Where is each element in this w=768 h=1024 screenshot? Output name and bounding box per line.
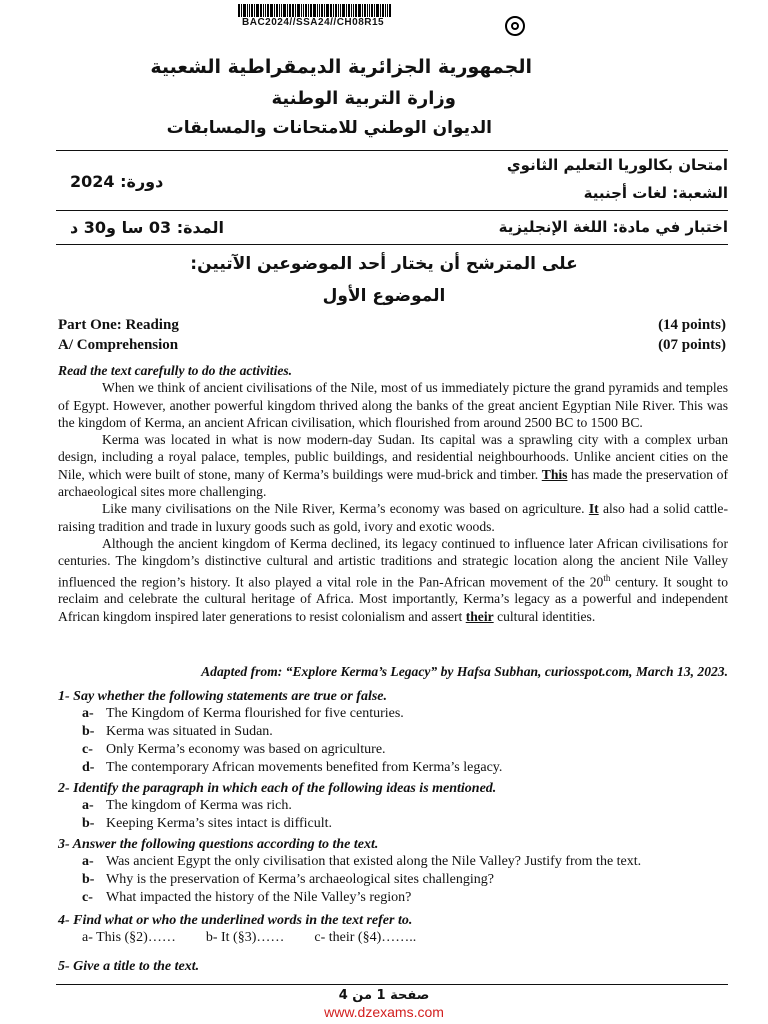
question-heading: 4- Find what or who the underlined words in the text refer to. bbox=[58, 913, 413, 928]
exam-title: امتحان بكالوريا التعليم الثانوي bbox=[506, 156, 728, 174]
list-item: a- Was ancient Egypt the only civilisation that existed along the Nile Valley? Justify from the text. bbox=[82, 854, 642, 869]
republic-title: الجمهورية الجزائرية الديمقراطية الشعبية bbox=[150, 56, 532, 78]
question-heading: 5- Give a title to the text. bbox=[58, 959, 200, 974]
stream: الشعبة: لغات أجنبية bbox=[583, 184, 728, 202]
ministry-title: وزارة التربية الوطنية bbox=[271, 88, 456, 109]
question-2 bbox=[58, 780, 738, 833]
list-item: d- The contemporary African movements benefited from Kerma’s legacy. bbox=[82, 760, 503, 775]
paragraph-3: Like many civilisations on the Nile River, Kerma’s economy was based on agriculture. It also had a solid cattle-raising tradition and trade in luxury goods such as gold, ivory and exotic woods. bbox=[58, 501, 728, 534]
paragraph-1: When we think of ancient civilisations of the Nile, most of us immediately picture the grand pyramids and temples of Egypt. However, another powerful kingdom thrived along the banks of the great ancient Egyptian Nile River. This was the kingdom of Kerma, an ancient African civilisation, which flourished from around 2500 BC to 1500 BC. bbox=[58, 380, 728, 430]
topic-title: الموضوع الأول bbox=[322, 286, 446, 306]
question-5 bbox=[58, 958, 738, 975]
list-item: b- Why is the preservation of Kerma’s archaeological sites challenging? bbox=[82, 872, 494, 887]
list-item: c- Only Kerma’s economy was based on agriculture. bbox=[82, 742, 386, 757]
list-item: b- It (§3)…… bbox=[205, 930, 285, 945]
barcode bbox=[238, 4, 448, 17]
question-heading: 3- Answer the following questions according to the text. bbox=[58, 837, 379, 852]
divider bbox=[56, 210, 728, 211]
question-heading: 2- Identify the paragraph in which each of the following ideas is mentioned. bbox=[58, 781, 497, 796]
reading-instruction: Read the text carefully to do the activities. bbox=[58, 363, 293, 378]
reading-text bbox=[58, 362, 728, 625]
duration: المدة: 03 سا و30 د bbox=[70, 218, 225, 237]
underlined-their: their bbox=[465, 608, 494, 624]
session: دورة: 2024 bbox=[70, 172, 164, 191]
section-points: (07 points) bbox=[658, 337, 726, 353]
website-link[interactable]: www.dzexams.com bbox=[324, 1004, 444, 1020]
instruction: على المترشح أن يختار أحد الموضوعين الآتيين: bbox=[190, 254, 578, 274]
question-3 bbox=[58, 836, 738, 907]
text-source: Adapted from: “Explore Kerma’s Legacy” by Hafsa Subhan, curiosspot.com, March 13, 2023. bbox=[201, 664, 728, 679]
list-item: b- Keeping Kerma’s sites intact is difficult. bbox=[82, 816, 333, 831]
question-heading: 1- Say whether the following statements are true or false. bbox=[58, 689, 388, 704]
list-item: a- The Kingdom of Kerma flourished for five centuries. bbox=[82, 706, 404, 721]
list-item: b- Kerma was situated in Sudan. bbox=[82, 724, 273, 739]
exam-code: BAC2024//SSA24//CH08R15 bbox=[242, 17, 385, 28]
question-1 bbox=[58, 688, 738, 777]
divider bbox=[56, 244, 728, 245]
question-4 bbox=[58, 912, 738, 947]
divider bbox=[56, 984, 728, 985]
paragraph-2: Kerma was located in what is now modern-day Sudan. Its capital was a sprawling city with a complex urban design, including a royal palace, temples, public buildings, and residential neighbourhoods. Unlike ancient cities on the Nile, which were built of stone, many of Kerma’s buildings were mud-brick and timber. This has made the preservation of archaeological sites more challenging. bbox=[58, 432, 728, 500]
underlined-it: It bbox=[588, 501, 599, 517]
reference-list bbox=[82, 929, 738, 947]
list-item: a- This (§2)…… bbox=[82, 930, 176, 945]
part-title: Part One: Reading bbox=[58, 317, 179, 333]
page-number: صفحة 1 من 4 bbox=[338, 988, 430, 1003]
list-item: a- The kingdom of Kerma was rich. bbox=[82, 798, 292, 813]
subject: اختبار في مادة: اللغة الإنجليزية bbox=[498, 218, 728, 236]
part-points: (14 points) bbox=[658, 317, 726, 333]
office-title: الديوان الوطني للامتحانات والمسابقات bbox=[166, 118, 492, 138]
divider bbox=[56, 150, 728, 151]
paragraph-4: Although the ancient kingdom of Kerma declined, its legacy continued to influence later African civilisations for centuries. The kingdom’s distinctive cultural and artistic traditions and strategic location along the ancient Nile Valley influenced the region’s history. It also played a vital role in the Pan-African movement of the 20th century. It sought to reclaim and celebrate the cultural heritage of Africa. Most importantly, Kerma’s legacy as a powerful and independent African kingdom inspired later generations to resist colonialism and assert their cultural identities. bbox=[58, 535, 728, 624]
underlined-this: This bbox=[541, 466, 568, 482]
list-item: c- What impacted the history of the Nile Valley’s region? bbox=[82, 890, 412, 905]
section-title: A/ Comprehension bbox=[58, 337, 179, 353]
seal-icon bbox=[505, 16, 525, 36]
list-item: c- their (§4)…….. bbox=[314, 930, 417, 945]
